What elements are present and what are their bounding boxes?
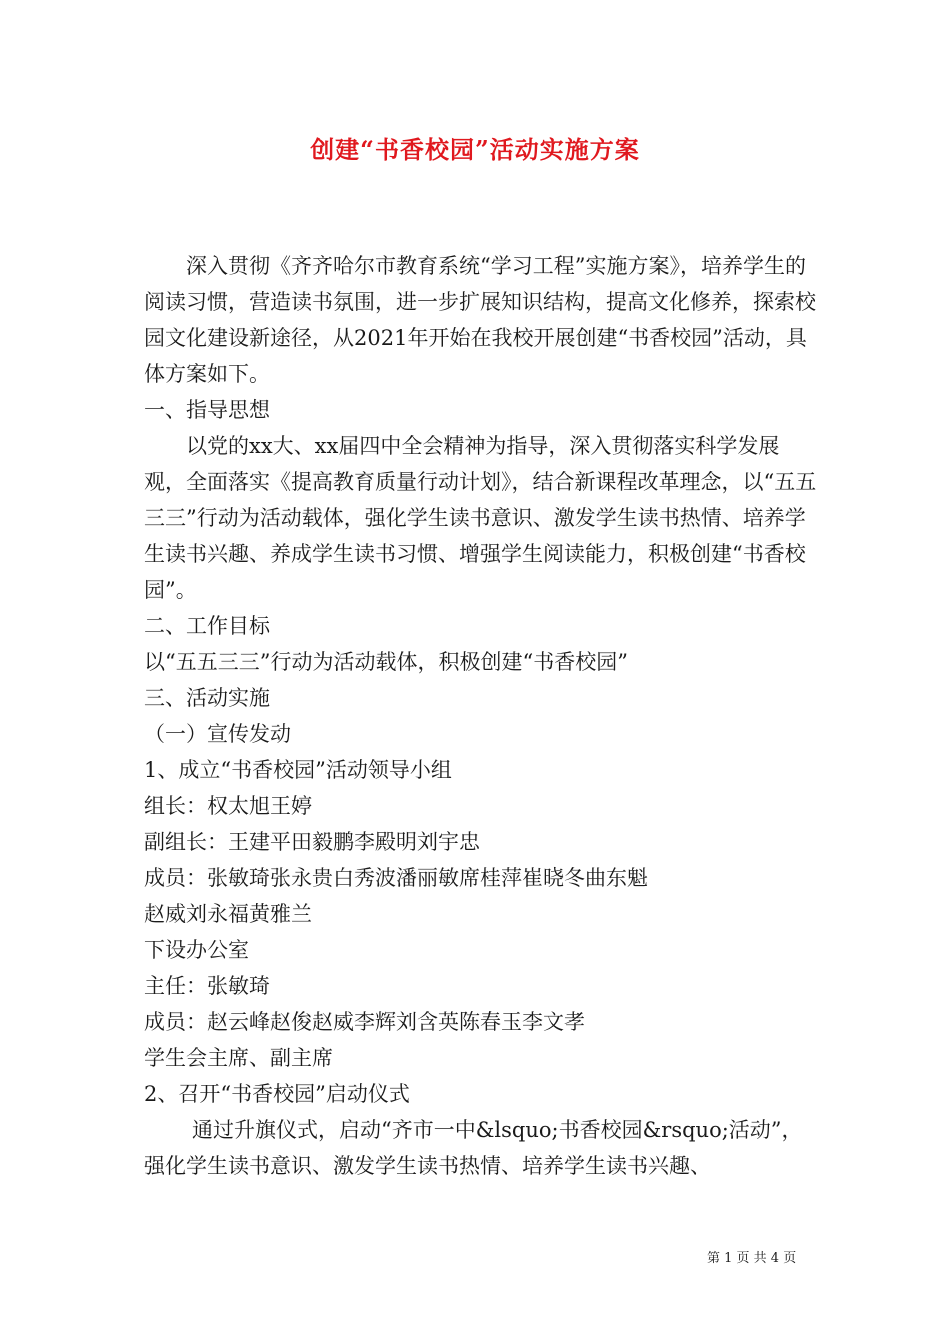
student-union-line: 学生会主席、副主席 [144, 1046, 333, 1070]
section-heading-work-goal: 二、工作目标 [144, 614, 270, 638]
section-heading-implementation: 三、活动实施 [144, 686, 270, 710]
office-members: 成员：赵云峰赵俊赵威李辉刘含英陈春玉李文孝 [144, 1010, 585, 1034]
work-goal-paragraph: 以“五五三三”行动为活动载体，积极创建“书香校园” [144, 650, 628, 674]
group-members-line-1: 成员：张敏琦张永贵白秀波潘丽敏席桂萍崔晓冬曲东魁 [144, 866, 648, 890]
group-vice-leaders: 副组长：王建平田毅鹏李殿明刘宇忠 [144, 830, 480, 854]
item-heading-leadership-group: 1、成立“书香校园”活动领导小组 [144, 758, 452, 782]
subsection-heading-publicity: （一）宣传发动 [144, 722, 291, 746]
office-director: 主任：张敏琦 [144, 974, 270, 998]
group-leader: 组长：权太旭王婷 [144, 794, 312, 818]
document-body [144, 248, 820, 1184]
intro-paragraph: 深入贯彻《齐齐哈尔市教育系统“学习工程”实施方案》，培养学生的阅读习惯，营造读书氛围，进一步扩展知识结构，提高文化修养，探索校园文化建设新途径，从2021年开始在我校开展创建“书香校园”活动，具体方案如下。 [144, 254, 816, 386]
section-heading-guiding-thought: 一、指导思想 [144, 398, 270, 422]
document-title: 创建“书香校园”活动实施方案 [310, 135, 640, 164]
group-members-line-2: 赵威刘永福黄雅兰 [144, 902, 312, 926]
office-line: 下设办公室 [144, 938, 249, 962]
guiding-thought-paragraph: 以党的xx大、xx届四中全会精神为指导，深入贯彻落实科学发展观，全面落实《提高教育质量行动计划》，结合新课程改革理念，以“五五三三”行动为活动载体，强化学生读书意识、激发学生读书热情、培养学生读书兴趣、养成学生读书习惯、增强学生阅读能力，积极创建“书香校园”。 [144, 434, 817, 602]
launch-ceremony-paragraph: 通过升旗仪式，启动“齐市一中&lsquo;书香校园&rsquo;活动”，强化学生读书意识、激发学生读书热情、培养学生读书兴趣、 [144, 1118, 803, 1178]
page-number: 第 1 页 共 4 页 [707, 1251, 797, 1266]
item-heading-launch-ceremony: 2、召开“书香校园”启动仪式 [144, 1082, 410, 1106]
